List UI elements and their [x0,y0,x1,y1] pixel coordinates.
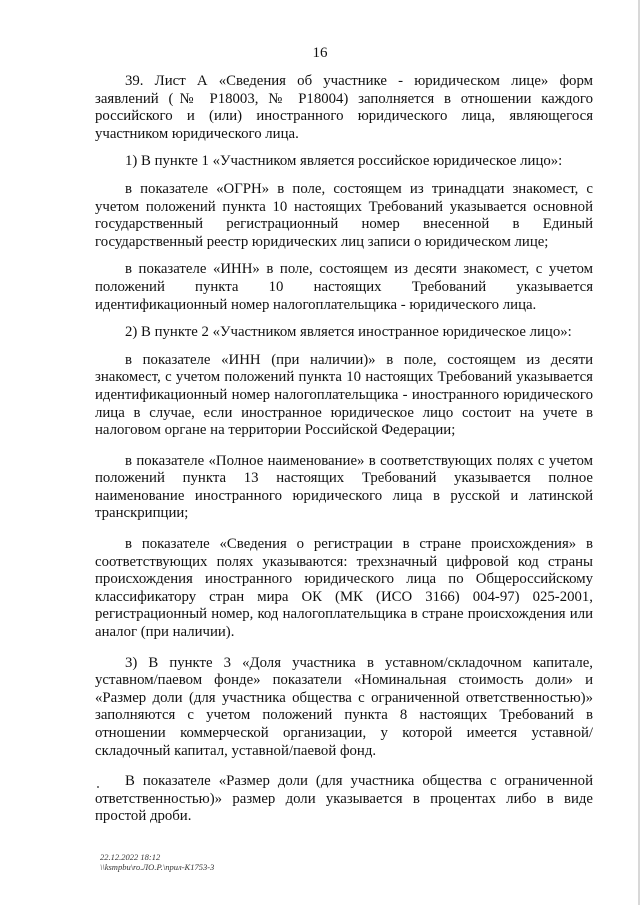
paragraph-item-2-heading: 2) В пункте 2 «Участником является иностранное юридическое лицо»: [125,324,572,341]
paragraph-share-size: В показателе «Размер доли (для участника общества с ограниченной ответственностью)» размер доли указывается в процентах либо в виде простой дроби. [95,773,593,825]
paragraph-item-3-share: 3) В пункте 3 «Доля участника в уставном/складочном капитале, уставном/паевом фонде» показатели «Номинальная стоимость доли» и «Размер доли (для участника общества с ограниченной ответственностью)» заполняются с учетом положений пункта 8 настоящих Требований в отношении коммерческой организации, у которой имеется уставной/складочный капитал, уставной/паевой фонд. [95,654,593,759]
paragraph-registration-info: в показателе «Сведения о регистрации в стране происхождения» в соответствующих полях указываются: трехзначный цифровой код страны происхождения иностранного юридического лица по Общероссийскому классификатору стран мира ОК (МК (ИСО 3166) 004-97) 025-2001, регистрационный номер, код налогоплательщика в стране происхождения или аналог (при наличии). [95,536,593,641]
paragraph-39-intro: 39. Лист А «Сведения об участнике - юридическом лице» форм заявлений (№ Р18003, № Р18004) заполняется в отношении каждого российского и (или) иностранного юридического лица, являющегося участником юридического лица. [95,73,593,142]
footer-stamp [100,852,214,872]
scan-speck [97,786,99,788]
page-number: 16 [312,45,328,61]
paragraph-full-name: в показателе «Полное наименование» в соответствующих полях с учетом положений пункта 13 настоящих Требований указывается полное наименование иностранного юридического лица в русской и латинской транскрипции; [95,452,593,522]
footer-date: 22.12.2022 18:12 [100,852,161,862]
paragraph-item-1-heading: 1) В пункте 1 «Участником является российское юридическое лицо»: [125,153,563,170]
paragraph-inn-russian: в показателе «ИНН» в поле, состоящем из десяти знакомест, с учетом положений пункта 10 настоящих Требований указывается идентификационный номер налогоплательщика - юридического лица. [95,261,593,313]
document-body [95,73,593,826]
paragraph-inn-foreign: в показателе «ИНН (при наличии)» в поле, состоящем из десяти знакомест, с учетом положений пункта 10 настоящих Требований указывается идентификационный номер налогоплательщика - иностранного юридического лица в случае, если иностранное юридическое лицо состоит на учете в налоговом органе на территории Российской Федерации; [95,351,593,439]
paragraph-ogrn: в показателе «ОГРН» в поле, состоящем из тринадцати знакомест, с учетом положений пункта 10 настоящих Требований указывается основной государственный регистрационный номер внесенной в Единый государственный реестр юридических лиц записи о юридическом лице; [95,180,593,250]
footer-file-path: \\ksmpbu\ro.ЛО.Р.\прил-К1753-3 [100,862,215,872]
